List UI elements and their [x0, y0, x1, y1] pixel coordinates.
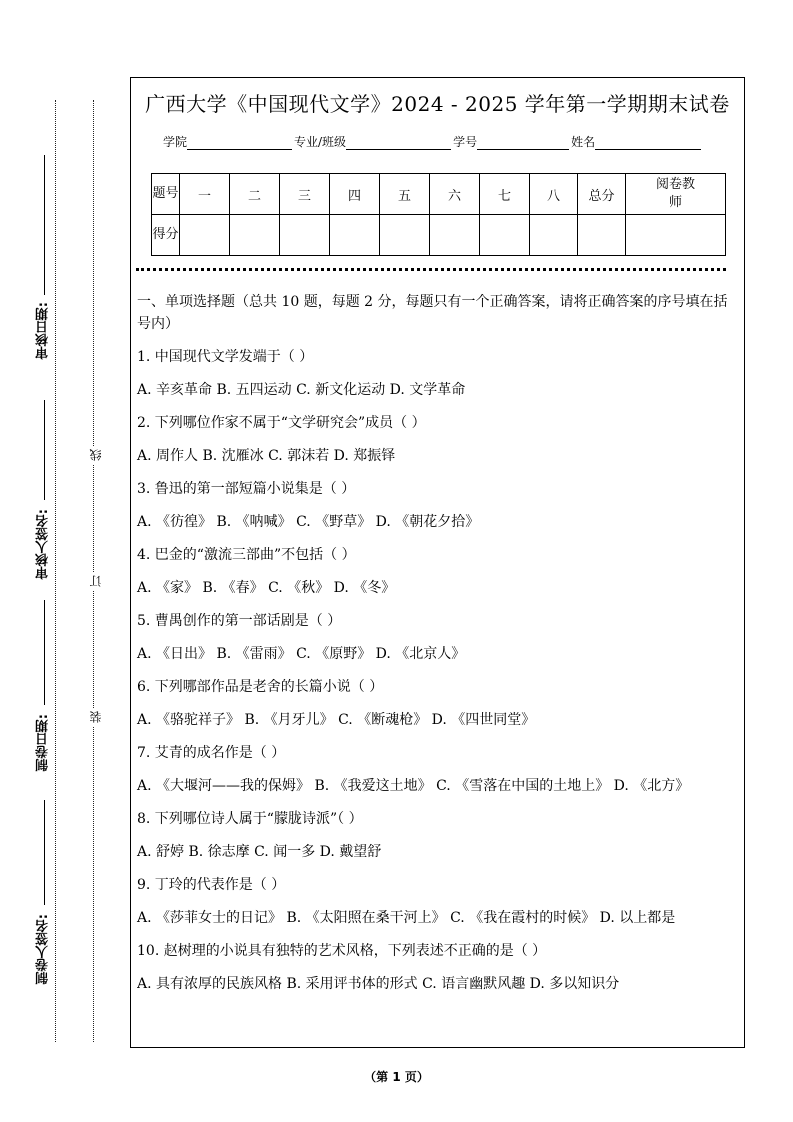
review-date-label: 审核日期: [34, 298, 53, 363]
question-options: A. 周作人 B. 沈雁冰 C. 郭沫若 D. 郑振铎 [137, 448, 396, 464]
question-options: A. 具有浓厚的民族风格 B. 采用评书体的形式 C. 语言幽默风趣 D. 多以知识分 [137, 976, 620, 992]
dotted-separator [136, 268, 726, 271]
question-text: 5. 曹禺创作的第一部话剧是（ ） [137, 613, 342, 629]
field-major-label: 专业/班级 [294, 135, 347, 149]
prepare-date-line [44, 600, 45, 705]
score-header-cell: 总分 [578, 174, 626, 215]
score-header-cell: 一 [180, 174, 230, 215]
score-input-cell[interactable] [430, 215, 480, 256]
field-student-id-blank[interactable] [477, 137, 569, 150]
question-text: 1. 中国现代文学发端于（ ） [137, 349, 314, 365]
score-input-cell[interactable] [626, 215, 726, 256]
score-input-cell[interactable] [380, 215, 430, 256]
score-input-cell[interactable] [578, 215, 626, 256]
score-header-cell: 三 [280, 174, 330, 215]
question-text: 6. 下列哪部作品是老舍的长篇小说（ ） [137, 679, 384, 695]
review-date-line [44, 155, 45, 295]
question-text: 3. 鲁迅的第一部短篇小说集是（ ） [137, 481, 356, 497]
score-header-cell: 八 [530, 174, 578, 215]
exam-title: 广西大学《中国现代文学》2024 - 2025 学年第一学期期末试卷 [145, 92, 730, 116]
score-input-cell[interactable] [480, 215, 530, 256]
score-input-cell[interactable] [180, 215, 230, 256]
page-number: （第 1 页） [364, 1070, 429, 1084]
score-input-cell[interactable] [230, 215, 280, 256]
score-input-cell[interactable] [280, 215, 330, 256]
question-options: A. 《骆驼祥子》 B. 《月牙儿》 C. 《断魂枪》 D. 《四世同堂》 [137, 712, 536, 728]
section-heading: 一、单项选择题（总共 10 题，每题 2 分，每题只有一个正确答案，请将正确答案的序号填在括号内） [137, 294, 728, 332]
score-table [151, 173, 726, 256]
question-text: 2. 下列哪位作家不属于“文学研究会”成员（ ） [137, 415, 426, 431]
question-text: 8. 下列哪位诗人属于“朦胧诗派”（ ） [137, 811, 363, 827]
field-major-blank[interactable] [346, 137, 451, 150]
field-college-label: 学院 [163, 135, 188, 149]
question-text: 4. 巴金的“激流三部曲”不包括（ ） [137, 547, 356, 563]
prepare-date-label: 制卷日期: [34, 710, 53, 775]
exam-frame [130, 77, 745, 1048]
score-table-score-row [152, 215, 726, 256]
score-header-cell: 二 [230, 174, 280, 215]
question-options: A. 《日出》 B. 《雷雨》 C. 《原野》 D. 《北京人》 [137, 646, 466, 662]
question-options: A. 《家》 B. 《春》 C. 《秋》 D. 《冬》 [137, 580, 396, 596]
score-input-cell[interactable] [530, 215, 578, 256]
score-header-cell: 四 [330, 174, 380, 215]
score-row-label: 得分 [152, 215, 180, 256]
preparer-signature-line [44, 800, 45, 905]
score-header-cell: 阅卷教师 [626, 174, 726, 215]
score-input-cell[interactable] [330, 215, 380, 256]
question-options: A. 《莎菲女士的日记》 B. 《太阳照在桑干河上》 C. 《我在霞村的时候》 D. 以上都是 [137, 910, 676, 926]
score-header-cell: 五 [380, 174, 430, 215]
cut-mark-bind: 订 [87, 572, 104, 590]
reviewer-signature-label: 审核人签名: [34, 505, 53, 583]
question-options: A. 《彷徨》 B. 《呐喊》 C. 《野草》 D. 《朝花夕拾》 [137, 514, 480, 530]
section-single-choice [137, 291, 741, 1006]
question-options: A. 《大堰河——我的保姆》 B. 《我爱这土地》 C. 《雪落在中国的土地上》 D. 《北方》 [137, 778, 690, 794]
margin-dotted-line-inner [93, 100, 94, 1042]
margin-dotted-line-outer [55, 100, 56, 1042]
preparer-signature-label: 制卷人签名: [34, 910, 53, 988]
score-header-cell: 题号 [152, 174, 180, 215]
question-options: A. 舒婷 B. 徐志摩 C. 闻一多 D. 戴望舒 [137, 844, 382, 860]
field-name-label: 姓名 [571, 135, 596, 149]
field-college-blank[interactable] [187, 137, 292, 150]
score-table-header-row [152, 174, 726, 215]
score-header-cell: 七 [480, 174, 530, 215]
score-header-cell: 六 [430, 174, 480, 215]
question-text: 10. 赵树理的小说具有独特的艺术风格，下列表述不正确的是（ ） [137, 943, 547, 959]
question-options: A. 辛亥革命 B. 五四运动 C. 新文化运动 D. 文学革命 [137, 382, 466, 398]
field-student-id-label: 学号 [453, 135, 478, 149]
cut-mark-install: 装 [87, 708, 104, 726]
field-name-blank[interactable] [595, 137, 701, 150]
cut-mark-line: 线 [87, 446, 104, 464]
question-text: 9. 丁玲的代表作是（ ） [137, 877, 286, 893]
reviewer-signature-line [44, 400, 45, 500]
question-text: 7. 艾青的成名作是（ ） [137, 745, 286, 761]
student-info-row [163, 133, 703, 150]
